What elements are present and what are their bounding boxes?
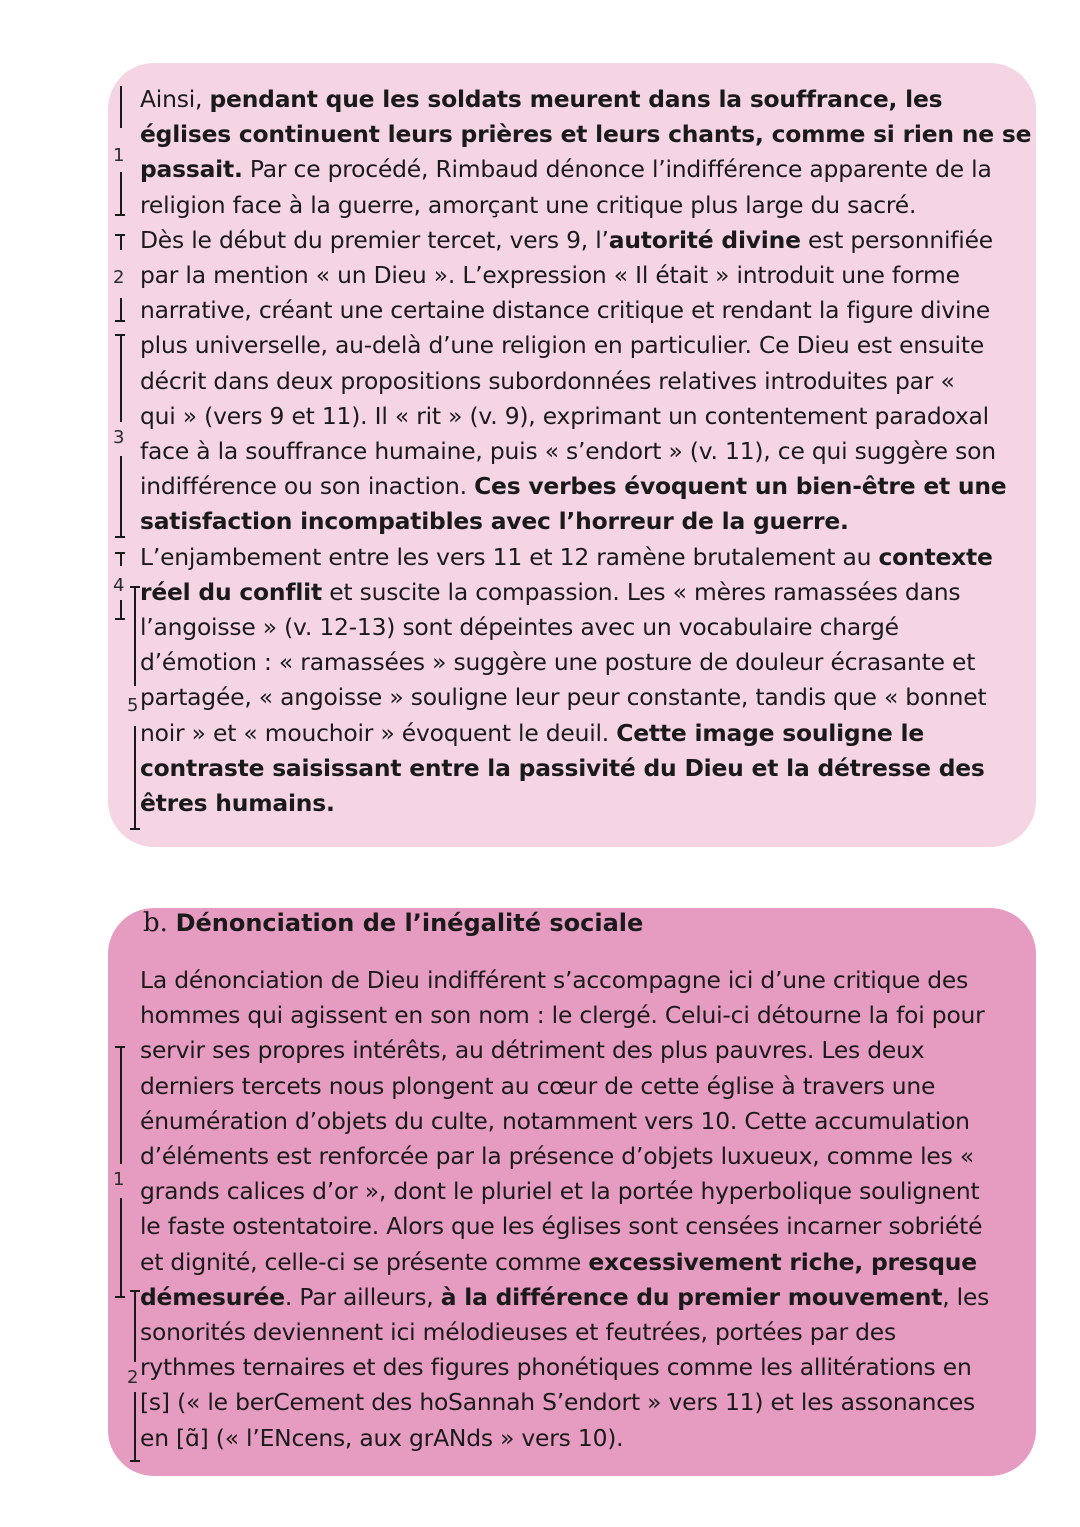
marker-number: 3 [113,427,125,448]
bold-text: autorité divine [608,225,801,254]
text-line [140,963,1020,998]
bold-text: pendant que les soldats meurent dans la souffrance, les [209,85,943,113]
bracket-line [134,1290,136,1362]
text-line [140,399,1020,434]
text-segment: hommes qui agissent en son nom : le clergé. Celui-ci détourne la foi pour [140,1001,985,1030]
bracket-cap [115,320,125,322]
bracket-line [134,1392,136,1462]
text-segment: noir » et « mouchoir » évoquent le deuil. [140,718,617,747]
text-line [140,786,1020,821]
text-line [140,1315,1020,1350]
text-segment: . Par ailleurs, [284,1282,441,1311]
heading-title: Dénonciation de l’inégalité sociale [175,909,644,937]
bold-text: contexte [878,542,993,571]
text-line [140,469,1020,504]
text-segment: l’angoisse » (v. 12-13) sont dépeintes avec un vocabulaire chargé [140,613,899,642]
bracket-cap [115,536,125,538]
text-segment: décrit dans deux propositions subordonnées relatives introduites par « [140,366,955,395]
text-line [140,540,1020,575]
text-line [140,680,1020,715]
text-segment: , les [942,1282,990,1311]
text-segment: face à la souffrance humaine, puis « s’endort » (v. 11), ce qui suggère son [140,437,996,466]
bracket-cap [130,1460,140,1462]
text-line [140,152,1020,187]
text-segment: d’émotion : « ramassées » suggère une posture de douleur écrasante et [140,648,976,677]
marker-number: 2 [127,1367,139,1388]
text-segment: énumération d’objets du culte, notamment vers 10. Cette accumulation [140,1106,970,1135]
text-line [140,751,1020,786]
bracket-cap [115,618,125,620]
text-line [140,188,1020,223]
bold-text: Cette image souligne le [616,718,924,747]
text-segment: Ainsi, [140,85,210,113]
text-segment: le faste ostentatoire. Alors que les églises sont censées incarner sobriété [140,1212,983,1241]
bold-text: Ces verbes évoquent un bien-être et une [474,472,1007,501]
text-line [140,258,1020,293]
text-segment: par la mention « un Dieu ». L’expression « Il était » introduit une forme [140,261,960,290]
text-segment: religion face à la guerre, amorçant une critique plus large du sacré. [140,190,917,219]
bracket-line [120,552,122,566]
text-segment: L’enjambement entre les vers 11 et 12 ramène brutalement au [140,542,879,571]
text-segment: sonorités deviennent ici mélodieuses et feutrées, portées par des [140,1318,896,1347]
bracket-line [120,1046,122,1164]
text-line [140,434,1020,469]
text-line [140,364,1020,399]
marker-number: 4 [113,575,125,596]
text-line [140,1421,1020,1456]
text-line [140,1245,1020,1280]
text-segment: en [ɑ̃] (« l’ENcens, aux grANds » vers 10). [140,1423,624,1452]
text-line [140,575,1020,610]
text-line [140,1104,1020,1139]
bold-text: à la différence du premier mouvement [440,1282,943,1311]
bold-text: contraste saisissant entre la passivité du Dieu et la détresse des [140,753,985,782]
text-line [140,716,1020,751]
bold-text: excessivement riche, presque [588,1247,977,1276]
marker-number: 1 [113,1169,125,1190]
text-segment: [s] (« le berCement des hoSannah S’endort » vers 11) et les assonances [140,1388,976,1417]
text-segment: servir ses propres intérêts, au détriment des plus pauvres. Les deux [140,1036,925,1065]
text-segment: partagée, « angoisse » souligne leur peur constante, tandis que « bonnet [140,683,987,712]
section-heading [143,905,643,941]
bracket-cap [130,828,140,830]
text-segment: La dénonciation de Dieu indifférent s’accompagne ici d’une critique des [140,966,969,994]
bold-text: églises continuent leurs prières et leurs chants, comme si rien ne se [140,120,1032,149]
text-line [140,223,1020,258]
bracket-cap [115,214,125,216]
bracket-line [134,726,136,830]
text-line [140,998,1020,1033]
text-line [140,504,1020,539]
bold-text: satisfaction incompatibles avec l’horreur de la guerre. [140,507,849,536]
text-line [140,1385,1020,1420]
text-line [140,1033,1020,1068]
text-line [140,117,1032,152]
paragraph-religion-indifference [140,82,1032,821]
text-line [140,645,1020,680]
bracket-line [120,298,122,320]
text-line [140,1280,1020,1315]
text-segment: et dignité, celle-ci se présente comme [140,1247,589,1276]
marker-number: 5 [127,695,139,716]
text-line [140,293,1020,328]
text-line [140,1069,1020,1104]
bold-text: passait. [140,155,243,184]
heading-letter: b. [143,908,168,938]
bracket-line [134,586,136,686]
text-segment: est personnifiée [800,225,993,254]
text-segment: plus universelle, au-delà d’une religion en particulier. Ce Dieu est ensuite [140,331,985,360]
paragraph-social-inequality [140,963,1020,1456]
text-line [140,610,1020,645]
text-line [140,1209,1020,1244]
text-line [140,328,1020,363]
text-line [140,82,1020,117]
text-segment: qui » (vers 9 et 11). Il « rit » (v. 9), exprimant un contentement paradoxal [140,401,989,430]
text-segment: d’éléments est renforcée par la présence d’objets luxueux, comme les « [140,1142,974,1171]
text-segment: narrative, créant une certaine distance critique et rendant la figure divine [140,296,991,325]
text-segment: indifférence ou son inaction. [140,472,475,501]
text-line [140,1174,1020,1209]
bracket-line [120,86,122,128]
text-segment: derniers tercets nous plongent au cœur de cette église à travers une [140,1071,936,1100]
text-segment: Dès le début du premier tercet, vers 9, l’ [140,225,609,254]
bracket-cap [115,1296,125,1298]
bracket-line [120,334,122,422]
bracket-line [120,456,122,538]
text-line [140,1139,1020,1174]
text-segment: grands calices d’or », dont le pluriel et la portée hyperbolique soulignent [140,1177,980,1206]
text-segment: et suscite la compassion. Les « mères ramassées dans [321,577,961,606]
bold-text: réel du conflit [140,577,322,606]
bracket-line [120,234,122,250]
bold-text: démesurée [140,1282,285,1311]
text-segment: rythmes ternaires et des figures phonétiques comme les allitérations en [140,1353,972,1382]
marker-number: 2 [113,267,125,288]
text-segment: Par ce procédé, Rimbaud dénonce l’indifférence apparente de la [242,155,992,184]
marker-number: 1 [113,145,125,166]
bracket-line [120,1198,122,1298]
bracket-line [120,600,122,620]
bold-text: êtres humains. [140,789,335,818]
bracket-line [120,172,122,216]
text-line [140,1350,1020,1385]
